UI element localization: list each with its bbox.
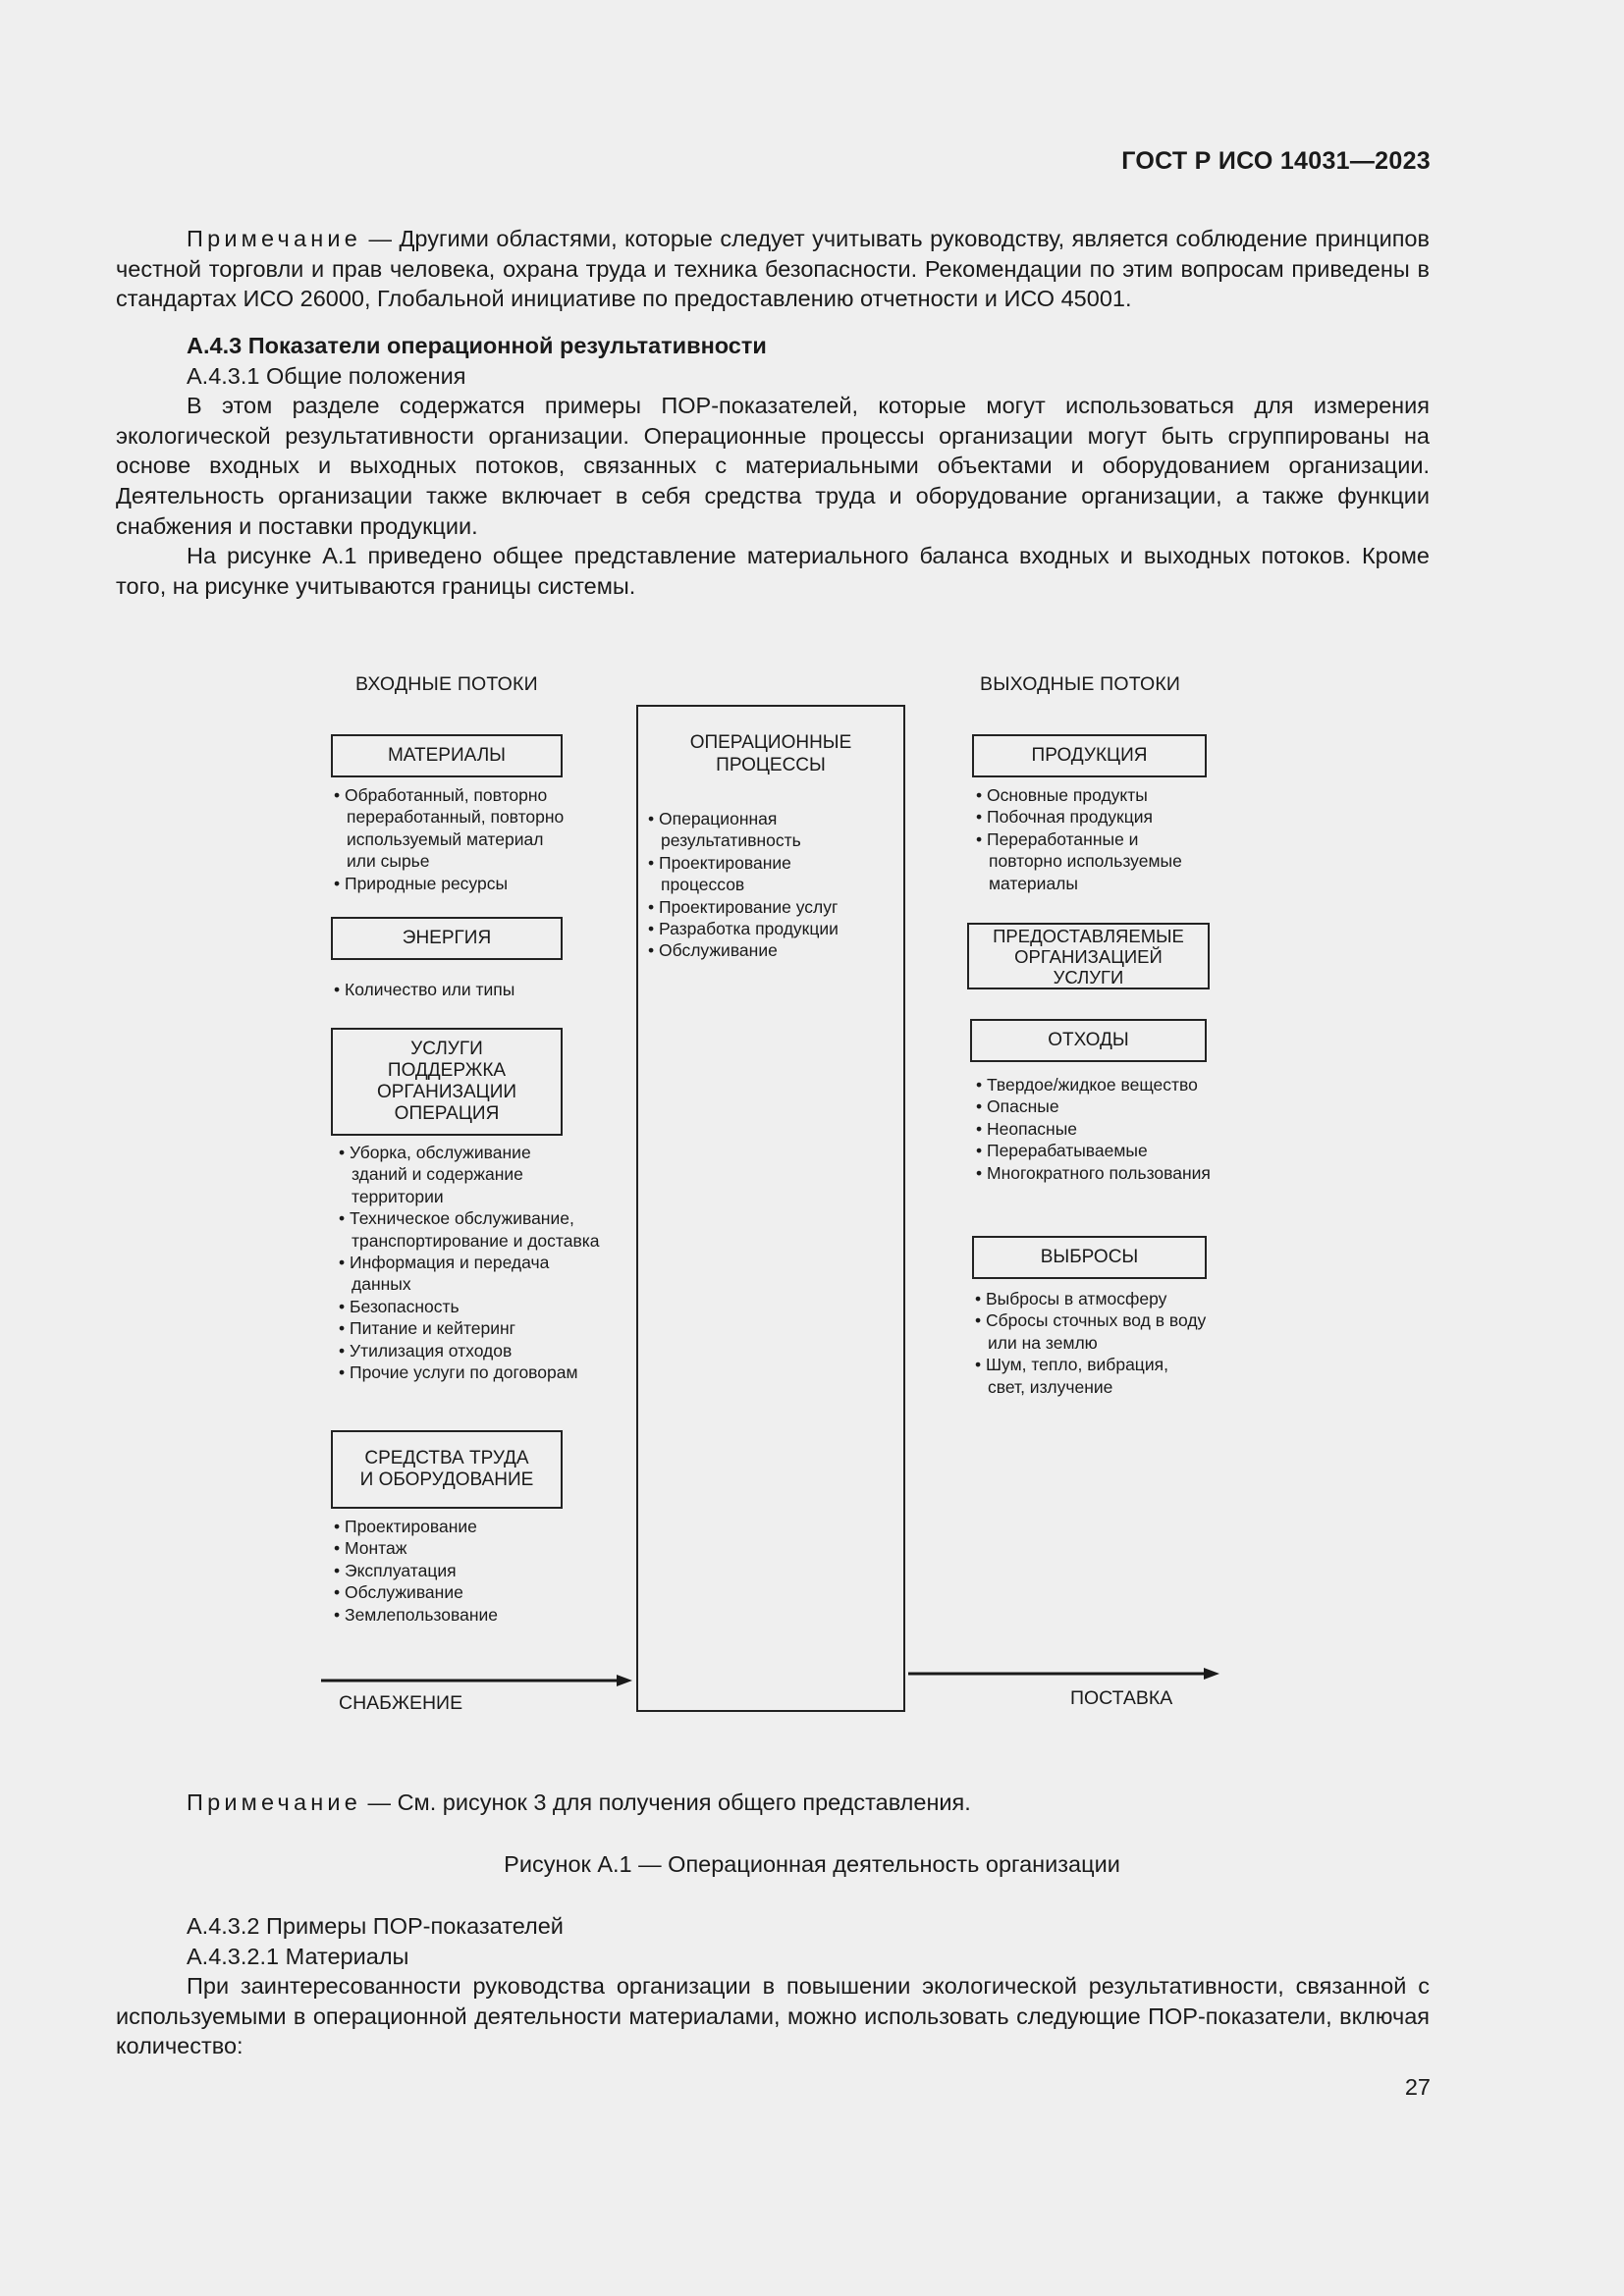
list-item: используемый материал bbox=[347, 828, 544, 849]
note-2 bbox=[187, 1789, 971, 1816]
list-item: процессов bbox=[661, 875, 745, 895]
section-a432 bbox=[116, 1911, 1430, 2061]
note-1-label: Примечание bbox=[187, 226, 362, 251]
note-2-label: Примечание bbox=[187, 1789, 362, 1815]
list-item: • Обслуживание bbox=[334, 1581, 498, 1603]
list-item: • Переработанные и bbox=[976, 828, 1182, 850]
list-item: • Операционная bbox=[648, 808, 839, 829]
list-item: • Эксплуатация bbox=[334, 1560, 498, 1581]
energy-title: ЭНЕРГИЯ bbox=[402, 928, 492, 948]
delivery-label: ПОСТАВКА bbox=[1070, 1687, 1173, 1709]
section-2-sub2: А.4.3.2.1 Материалы bbox=[187, 1943, 409, 1969]
list-item: • Землепользование bbox=[334, 1604, 498, 1626]
operations-title: ОПЕРАЦИОННЫЕ ПРОЦЕССЫ bbox=[689, 732, 852, 775]
figure-caption: Рисунок А.1 — Операционная деятельность организации bbox=[504, 1851, 1120, 1877]
list-item: • Проектирование услуг bbox=[648, 896, 839, 918]
list-item: • Основные продукты bbox=[976, 784, 1182, 806]
facilities-title: СРЕДСТВА ТРУДА И ОБОРУДОВАНИЕ bbox=[359, 1448, 534, 1490]
waste-title: ОТХОДЫ bbox=[1048, 1030, 1129, 1050]
list-item: • Монтаж bbox=[334, 1537, 498, 1559]
section-subheading: А.4.3.1 Общие положения bbox=[187, 362, 466, 389]
note-1-text: — Другими областями, которые следует учитывать руководству, является соблюдение принципов честной торговли и прав человека, охрана труда и техника безопасности. Рекомендации по этим вопросам приведены в стандартах ИСО 26000, Глобальной инициативе по предоставлению отчетности и ИСО 45001. bbox=[116, 226, 1430, 312]
list-item: • Питание и кейтеринг bbox=[339, 1317, 600, 1339]
page-number: 27 bbox=[1404, 2074, 1431, 2100]
section-paragraph-2: На рисунке А.1 приведено общее представление материального баланса входных и выходных потоков. Кроме того, на рисунке учитываются границы системы. bbox=[116, 543, 1430, 599]
supply-label: СНАБЖЕНИЕ bbox=[339, 1692, 463, 1714]
list-item: или на землю bbox=[988, 1332, 1098, 1353]
list-item: или сырье bbox=[347, 851, 430, 872]
supply-arrowhead bbox=[617, 1675, 632, 1686]
list-item: • Сбросы сточных вод в воду bbox=[975, 1309, 1206, 1331]
list-item: • Утилизация отходов bbox=[339, 1340, 600, 1362]
services-title: УСЛУГИ ПОДДЕРЖКА ОРГАНИЗАЦИИ ОПЕРАЦИЯ bbox=[376, 1039, 517, 1124]
list-item: • Опасные bbox=[976, 1095, 1211, 1117]
section-heading: А.4.3 Показатели операционной результативности bbox=[187, 333, 767, 358]
list-item: • Проектирование bbox=[334, 1516, 498, 1537]
list-item: • Обработанный, повторно bbox=[334, 784, 564, 806]
section-2-paragraph: При заинтересованности руководства организации в повышении экологической результативности, связанной с используемыми в операционной деятельности материалами, можно использовать следующие ПОР-показатели, включая количество: bbox=[116, 1973, 1430, 2059]
list-item: • Выбросы в атмосферу bbox=[975, 1288, 1206, 1309]
emissions-title: ВЫБРОСЫ bbox=[1040, 1247, 1139, 1267]
products-title: ПРОДУКЦИЯ bbox=[1031, 745, 1148, 766]
list-item: • Безопасность bbox=[339, 1296, 600, 1317]
list-item: • Многократного пользования bbox=[976, 1162, 1211, 1184]
list-item: результативность bbox=[661, 830, 801, 851]
standard-header: ГОСТ Р ИСО 14031—2023 bbox=[1121, 147, 1431, 175]
list-item: данных bbox=[352, 1274, 411, 1295]
list-item: • Уборка, обслуживание bbox=[339, 1142, 600, 1163]
list-item: • Побочная продукция bbox=[976, 806, 1182, 828]
list-item: • Шум, тепло, вибрация, bbox=[975, 1354, 1206, 1375]
list-item: • Неопасные bbox=[976, 1118, 1211, 1140]
list-item: материалы bbox=[989, 873, 1078, 893]
list-item: • Количество или типы bbox=[334, 979, 514, 1000]
list-item: • Прочие услуги по договорам bbox=[339, 1362, 600, 1383]
provided-services-title: ПРЕДОСТАВЛЯЕМЫЕ ОРГАНИЗАЦИЕЙ УСЛУГИ bbox=[993, 925, 1184, 988]
inputs-label: ВХОДНЫЕ ПОТОКИ bbox=[355, 673, 538, 695]
delivery-arrowhead bbox=[1204, 1668, 1219, 1680]
list-item: • Техническое обслуживание, bbox=[339, 1207, 600, 1229]
materials-title: МАТЕРИАЛЫ bbox=[387, 745, 506, 766]
list-item: • Разработка продукции bbox=[648, 918, 839, 939]
section-2-sub1: А.4.3.2 Примеры ПОР-показателей bbox=[187, 1913, 564, 1939]
list-item: • Обслуживание bbox=[648, 939, 839, 961]
list-item: свет, излучение bbox=[988, 1376, 1113, 1397]
list-item: • Перерабатываемые bbox=[976, 1140, 1211, 1161]
list-item: • Природные ресурсы bbox=[334, 873, 564, 894]
list-item: зданий и содержание bbox=[352, 1164, 523, 1185]
list-item: территории bbox=[352, 1186, 444, 1206]
list-item: транспортирование и доставка bbox=[352, 1230, 600, 1251]
list-item: • Твердое/жидкое вещество bbox=[976, 1074, 1211, 1095]
list-item: • Проектирование bbox=[648, 852, 839, 874]
note-2-text: — См. рисунок 3 для получения общего представления. bbox=[361, 1789, 971, 1815]
list-item: повторно используемые bbox=[989, 851, 1182, 872]
outputs-label: ВЫХОДНЫЕ ПОТОКИ bbox=[980, 673, 1181, 695]
list-item: • Информация и передача bbox=[339, 1252, 600, 1273]
section-paragraph-1: В этом разделе содержатся примеры ПОР-показателей, которые могут использоваться для измерения экологической результативности организации. Операционные процессы организации могут быть сгруппированы на основе входных и выходных потоков, связанных с материальными объектами и оборудованием организации. Деятельность организации также включает в себя средства труда и оборудование организации, а также функции снабжения и поставки продукции. bbox=[116, 393, 1430, 539]
list-item: переработанный, повторно bbox=[347, 807, 565, 828]
